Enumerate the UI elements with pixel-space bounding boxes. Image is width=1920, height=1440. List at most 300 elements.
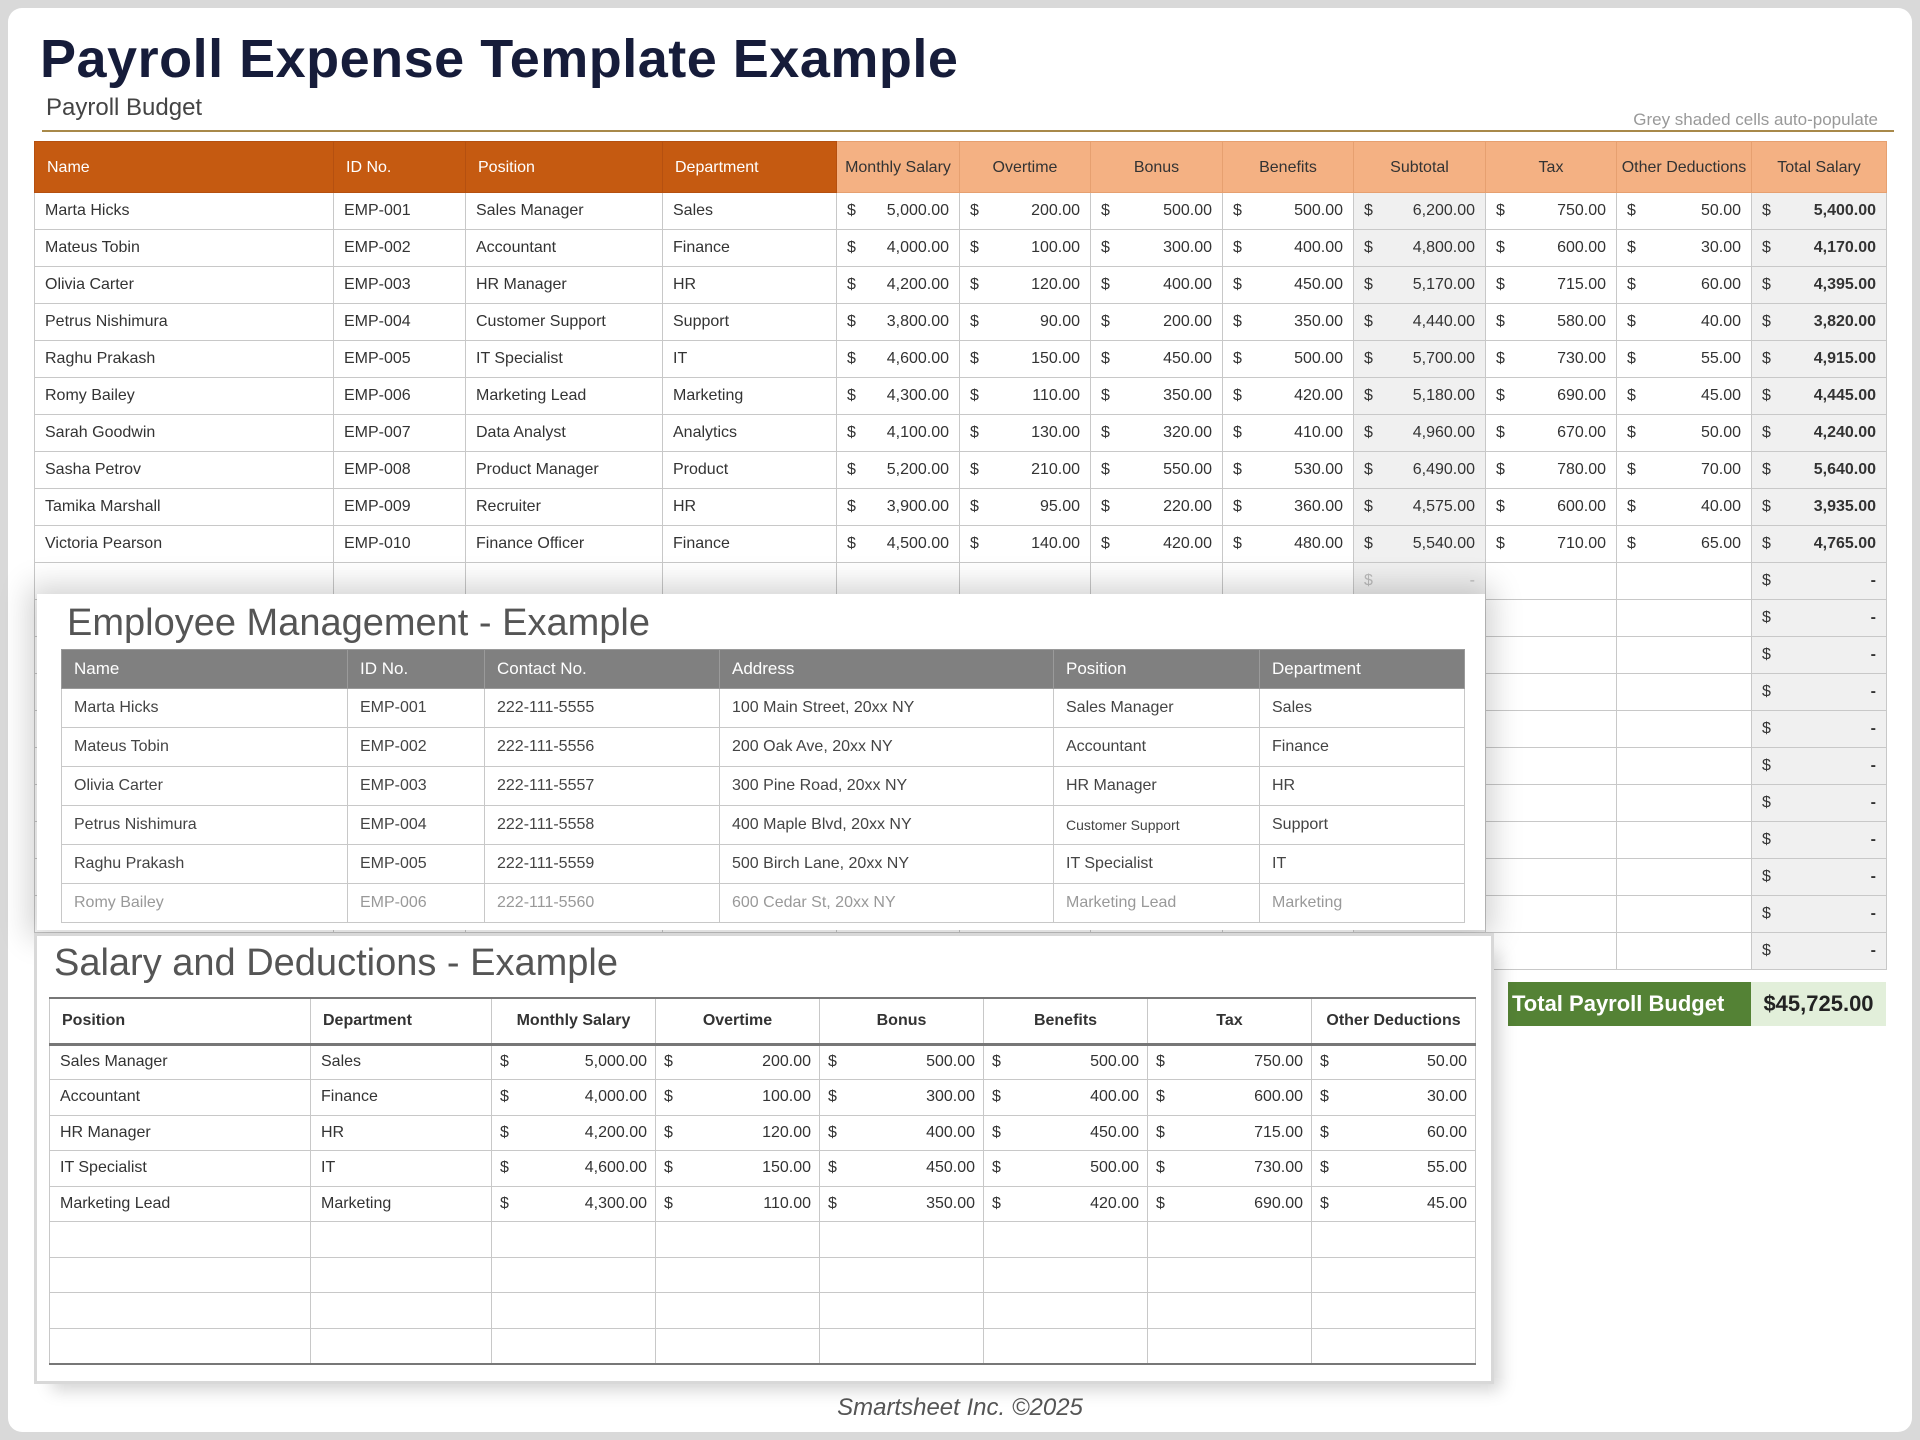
table-cell[interactable] (1752, 600, 1887, 637)
table-cell[interactable] (1617, 933, 1752, 970)
column-header[interactable]: Overtime (656, 998, 820, 1044)
table-cell[interactable]: EMP-004 (334, 304, 466, 341)
currency-symbol: $ (1496, 387, 1505, 404)
table-cell[interactable] (1148, 1328, 1312, 1364)
table-cell[interactable]: IT (663, 341, 837, 378)
table-cell[interactable]: Finance Officer (466, 526, 663, 563)
table-cell[interactable] (960, 452, 1091, 489)
table-cell[interactable]: Customer Support (1054, 806, 1260, 845)
table-cell[interactable] (1752, 526, 1887, 563)
table-cell[interactable]: Petrus Nishimura (35, 304, 334, 341)
table-cell[interactable]: HR (663, 267, 837, 304)
table-cell[interactable] (1091, 267, 1223, 304)
table-cell[interactable] (1091, 341, 1223, 378)
table-cell[interactable] (1617, 674, 1752, 711)
table-cell[interactable]: Customer Support (466, 304, 663, 341)
table-cell[interactable] (837, 230, 960, 267)
table-cell[interactable]: 300 Pine Road, 20xx NY (720, 767, 1054, 806)
table-cell[interactable]: Tamika Marshall (35, 489, 334, 526)
table-cell[interactable]: EMP-001 (334, 193, 466, 230)
table-cell[interactable]: EMP-008 (334, 452, 466, 489)
table-cell[interactable]: 500 Birch Lane, 20xx NY (720, 845, 1054, 884)
table-cell[interactable] (1312, 1293, 1476, 1329)
table-cell[interactable] (1486, 748, 1617, 785)
table-cell[interactable]: Analytics (663, 415, 837, 452)
table-cell[interactable] (837, 378, 960, 415)
table-cell[interactable] (50, 1257, 311, 1293)
table-cell[interactable]: Product (663, 452, 837, 489)
table-cell[interactable] (960, 304, 1091, 341)
table-cell[interactable] (820, 1044, 984, 1080)
table-cell[interactable]: EMP-001 (348, 689, 485, 728)
table-cell[interactable] (1486, 859, 1617, 896)
table-cell[interactable] (1486, 526, 1617, 563)
table-cell[interactable]: Recruiter (466, 489, 663, 526)
table-cell[interactable] (960, 267, 1091, 304)
column-header[interactable]: Subtotal (1354, 142, 1486, 193)
table-cell[interactable] (1617, 748, 1752, 785)
table-cell[interactable] (1486, 933, 1617, 970)
table-cell[interactable]: EMP-003 (348, 767, 485, 806)
table-cell[interactable] (1617, 563, 1752, 600)
table-cell[interactable]: Marketing Lead (466, 378, 663, 415)
table-cell[interactable] (960, 341, 1091, 378)
table-cell[interactable] (960, 526, 1091, 563)
table-cell[interactable] (1223, 452, 1354, 489)
table-cell[interactable]: HR Manager (466, 267, 663, 304)
table-cell[interactable] (1752, 452, 1887, 489)
table-cell[interactable] (960, 489, 1091, 526)
table-cell[interactable] (1752, 674, 1887, 711)
table-cell[interactable] (492, 1257, 656, 1293)
money-value (1496, 350, 1606, 368)
table-cell[interactable]: Olivia Carter (62, 767, 348, 806)
table-cell[interactable] (984, 1044, 1148, 1080)
table-cell[interactable] (1617, 378, 1752, 415)
table-cell[interactable]: 222-111-5556 (485, 728, 720, 767)
table-cell[interactable] (311, 1222, 492, 1258)
table-cell[interactable]: Finance (311, 1080, 492, 1116)
table-cell[interactable]: Petrus Nishimura (62, 806, 348, 845)
table-cell[interactable]: Support (663, 304, 837, 341)
table-cell[interactable] (492, 1044, 656, 1080)
table-cell[interactable] (1223, 489, 1354, 526)
table-cell[interactable] (1752, 748, 1887, 785)
table-cell[interactable] (1486, 674, 1617, 711)
table-cell[interactable] (1617, 415, 1752, 452)
table-cell[interactable] (656, 1257, 820, 1293)
table-cell[interactable]: IT Specialist (50, 1151, 311, 1187)
table-cell[interactable] (1752, 415, 1887, 452)
table-cell[interactable] (1091, 193, 1223, 230)
table-cell[interactable]: Finance (1260, 728, 1465, 767)
table-cell[interactable] (1752, 563, 1887, 600)
table-cell[interactable]: 222-111-5558 (485, 806, 720, 845)
table-cell[interactable] (984, 1293, 1148, 1329)
table-cell[interactable]: HR (311, 1115, 492, 1151)
column-header[interactable]: Monthly Salary (492, 998, 656, 1044)
table-cell[interactable] (984, 1115, 1148, 1151)
table-cell[interactable]: EMP-005 (348, 845, 485, 884)
table-cell[interactable]: EMP-003 (334, 267, 466, 304)
table-cell[interactable]: EMP-005 (334, 341, 466, 378)
table-cell[interactable]: IT Specialist (1054, 845, 1260, 884)
table-cell[interactable] (656, 1222, 820, 1258)
table-cell[interactable] (837, 452, 960, 489)
table-cell[interactable] (311, 1293, 492, 1329)
table-cell[interactable]: Marta Hicks (62, 689, 348, 728)
table-cell[interactable] (1312, 1257, 1476, 1293)
table-cell[interactable]: EMP-006 (348, 884, 485, 923)
table-cell[interactable] (1223, 415, 1354, 452)
table-cell[interactable] (492, 1115, 656, 1151)
table-cell[interactable] (1223, 193, 1354, 230)
table-cell[interactable] (837, 526, 960, 563)
table-cell[interactable] (656, 1328, 820, 1364)
table-cell[interactable] (960, 378, 1091, 415)
table-cell[interactable] (1617, 785, 1752, 822)
column-header[interactable]: Position (50, 998, 311, 1044)
table-cell[interactable]: Marketing (663, 378, 837, 415)
table-cell[interactable] (656, 1293, 820, 1329)
table-cell[interactable] (1091, 526, 1223, 563)
table-cell[interactable]: Accountant (1054, 728, 1260, 767)
table-cell[interactable] (837, 193, 960, 230)
table-cell[interactable] (1486, 378, 1617, 415)
money-value (1364, 350, 1475, 368)
column-header[interactable]: Other Deductions (1617, 142, 1752, 193)
table-cell[interactable] (1312, 1080, 1476, 1116)
table-cell[interactable]: Sales (1260, 689, 1465, 728)
table-cell[interactable] (1091, 378, 1223, 415)
table-cell[interactable] (1617, 896, 1752, 933)
table-cell[interactable] (1486, 785, 1617, 822)
table-cell[interactable] (656, 1044, 820, 1080)
table-cell[interactable] (1617, 637, 1752, 674)
table-cell[interactable] (1752, 711, 1887, 748)
table-cell[interactable] (1617, 711, 1752, 748)
table-cell[interactable] (1354, 304, 1486, 341)
table-cell[interactable]: 400 Maple Blvd, 20xx NY (720, 806, 1054, 845)
table-cell[interactable]: Product Manager (466, 452, 663, 489)
table-cell[interactable]: Sales Manager (466, 193, 663, 230)
column-header[interactable]: ID No. (334, 142, 466, 193)
table-cell[interactable] (1486, 822, 1617, 859)
table-cell[interactable] (1486, 711, 1617, 748)
table-cell[interactable] (1486, 489, 1617, 526)
table-cell[interactable] (492, 1293, 656, 1329)
table-cell[interactable] (1486, 896, 1617, 933)
table-cell[interactable] (1752, 378, 1887, 415)
table-cell[interactable] (1223, 341, 1354, 378)
table-cell[interactable]: Sales Manager (1054, 689, 1260, 728)
table-cell[interactable] (1148, 1222, 1312, 1258)
amount: 500.00 (926, 1053, 975, 1071)
table-cell[interactable] (1486, 267, 1617, 304)
table-cell[interactable] (960, 230, 1091, 267)
column-header[interactable]: Name (35, 142, 334, 193)
table-cell[interactable] (492, 1222, 656, 1258)
table-cell[interactable] (656, 1151, 820, 1187)
table-cell[interactable] (1617, 341, 1752, 378)
column-header[interactable]: Benefits (1223, 142, 1354, 193)
table-cell[interactable] (492, 1186, 656, 1222)
table-cell[interactable] (820, 1293, 984, 1329)
table-cell[interactable] (1091, 452, 1223, 489)
currency-symbol: $ (1627, 535, 1636, 552)
column-header[interactable]: Total Salary (1752, 142, 1887, 193)
table-cell[interactable] (1091, 304, 1223, 341)
table-cell[interactable] (1617, 193, 1752, 230)
table-cell[interactable] (1354, 267, 1486, 304)
table-cell[interactable]: Sales (663, 193, 837, 230)
table-cell[interactable] (311, 1257, 492, 1293)
table-cell[interactable] (1752, 304, 1887, 341)
column-header[interactable]: Department (1260, 650, 1465, 689)
money-value (1627, 276, 1741, 294)
table-cell[interactable]: Finance (663, 230, 837, 267)
table-cell[interactable]: HR Manager (1054, 767, 1260, 806)
table-cell[interactable] (820, 1328, 984, 1364)
table-cell[interactable]: 600 Cedar St, 20xx NY (720, 884, 1054, 923)
table-cell[interactable] (1223, 267, 1354, 304)
table-cell[interactable] (1354, 489, 1486, 526)
money-value (1320, 1124, 1467, 1142)
currency-symbol: $ (1233, 202, 1242, 219)
table-cell[interactable] (984, 1080, 1148, 1116)
table-cell[interactable]: Sarah Goodwin (35, 415, 334, 452)
table-cell[interactable] (1148, 1115, 1312, 1151)
table-cell[interactable] (492, 1151, 656, 1187)
table-cell[interactable]: Victoria Pearson (35, 526, 334, 563)
table-cell[interactable] (984, 1151, 1148, 1187)
table-cell[interactable] (1617, 822, 1752, 859)
table-cell[interactable]: HR Manager (50, 1115, 311, 1151)
table-cell[interactable] (1752, 896, 1887, 933)
table-cell[interactable] (50, 1293, 311, 1329)
table-cell[interactable] (1312, 1328, 1476, 1364)
table-cell[interactable] (1148, 1257, 1312, 1293)
table-cell[interactable] (1354, 452, 1486, 489)
table-cell[interactable] (820, 1151, 984, 1187)
table-cell[interactable] (1617, 526, 1752, 563)
table-cell[interactable] (1354, 378, 1486, 415)
column-header[interactable]: Benefits (984, 998, 1148, 1044)
column-header[interactable]: Department (311, 998, 492, 1044)
table-cell[interactable] (656, 1080, 820, 1116)
table-cell[interactable] (492, 1080, 656, 1116)
table-cell[interactable] (1752, 859, 1887, 896)
table-cell[interactable] (1486, 304, 1617, 341)
money-value (1233, 239, 1343, 257)
table-cell[interactable]: Marta Hicks (35, 193, 334, 230)
table-cell[interactable] (1223, 230, 1354, 267)
table-cell[interactable] (1752, 267, 1887, 304)
column-header[interactable]: Monthly Salary (837, 142, 960, 193)
column-header[interactable]: Other Deductions (1312, 998, 1476, 1044)
table-cell[interactable] (1617, 600, 1752, 637)
table-cell[interactable]: EMP-002 (348, 728, 485, 767)
table-cell[interactable] (1148, 1151, 1312, 1187)
table-cell[interactable] (1091, 230, 1223, 267)
table-cell[interactable]: Marketing Lead (50, 1186, 311, 1222)
table-cell[interactable] (1752, 822, 1887, 859)
table-cell[interactable]: IT (1260, 845, 1465, 884)
table-cell[interactable] (1312, 1115, 1476, 1151)
table-cell[interactable] (837, 415, 960, 452)
table-cell[interactable] (50, 1328, 311, 1364)
table-cell[interactable]: IT Specialist (466, 341, 663, 378)
table-cell[interactable] (1312, 1151, 1476, 1187)
table-cell[interactable] (984, 1222, 1148, 1258)
table-cell[interactable] (837, 341, 960, 378)
column-header[interactable]: ID No. (348, 650, 485, 689)
table-cell[interactable] (1486, 600, 1617, 637)
table-cell[interactable] (1752, 193, 1887, 230)
table-cell[interactable] (1752, 341, 1887, 378)
currency-symbol: $ (847, 276, 856, 293)
table-cell[interactable]: Romy Bailey (35, 378, 334, 415)
column-header[interactable]: Address (720, 650, 1054, 689)
table-cell[interactable]: EMP-010 (334, 526, 466, 563)
table-cell[interactable]: EMP-006 (334, 378, 466, 415)
currency-symbol: $ (992, 1194, 1001, 1212)
table-cell[interactable] (1091, 415, 1223, 452)
table-cell[interactable] (1223, 378, 1354, 415)
table-cell[interactable]: 222-111-5557 (485, 767, 720, 806)
table-cell[interactable] (1148, 1044, 1312, 1080)
table-cell[interactable]: Raghu Prakash (62, 845, 348, 884)
table-cell[interactable] (1486, 637, 1617, 674)
column-header[interactable]: Name (62, 650, 348, 689)
table-cell[interactable]: Marketing (1260, 884, 1465, 923)
table-cell[interactable]: 222-111-5555 (485, 689, 720, 728)
table-cell[interactable] (1223, 526, 1354, 563)
table-cell[interactable]: HR (1260, 767, 1465, 806)
table-cell[interactable] (1752, 933, 1887, 970)
table-cell[interactable] (1486, 230, 1617, 267)
table-cell[interactable] (960, 193, 1091, 230)
column-header[interactable]: Position (1054, 650, 1260, 689)
table-cell[interactable] (984, 1186, 1148, 1222)
column-header[interactable]: Tax (1148, 998, 1312, 1044)
table-cell[interactable] (1752, 230, 1887, 267)
table-cell[interactable] (1354, 341, 1486, 378)
table-cell[interactable]: Accountant (466, 230, 663, 267)
table-cell[interactable] (1486, 452, 1617, 489)
table-cell[interactable] (820, 1257, 984, 1293)
table-cell[interactable]: Data Analyst (466, 415, 663, 452)
table-cell[interactable]: IT (311, 1151, 492, 1187)
table-cell[interactable]: Romy Bailey (62, 884, 348, 923)
table-cell[interactable]: Finance (663, 526, 837, 563)
table-cell[interactable] (820, 1115, 984, 1151)
table-cell[interactable] (1091, 489, 1223, 526)
column-header[interactable]: Contact No. (485, 650, 720, 689)
table-cell[interactable] (837, 267, 960, 304)
table-cell[interactable]: Olivia Carter (35, 267, 334, 304)
table-cell[interactable] (1354, 526, 1486, 563)
table-cell[interactable] (1486, 341, 1617, 378)
table-cell[interactable] (984, 1328, 1148, 1364)
table-cell[interactable]: Marketing (311, 1186, 492, 1222)
currency-symbol: $ (847, 202, 856, 219)
column-header[interactable]: Overtime (960, 142, 1091, 193)
table-cell[interactable]: EMP-009 (334, 489, 466, 526)
table-cell[interactable]: EMP-002 (334, 230, 466, 267)
table-cell[interactable] (984, 1257, 1148, 1293)
column-header[interactable]: Position (466, 142, 663, 193)
table-cell[interactable]: Mateus Tobin (62, 728, 348, 767)
table-cell[interactable]: Mateus Tobin (35, 230, 334, 267)
table-cell[interactable] (1752, 489, 1887, 526)
currency-symbol: $ (970, 239, 979, 256)
table-cell[interactable] (820, 1186, 984, 1222)
table-cell[interactable] (1486, 563, 1617, 600)
table-cell[interactable]: 200 Oak Ave, 20xx NY (720, 728, 1054, 767)
table-cell[interactable] (1617, 230, 1752, 267)
table-cell[interactable]: Raghu Prakash (35, 341, 334, 378)
table-cell[interactable]: Marketing Lead (1054, 884, 1260, 923)
table-cell[interactable] (1486, 193, 1617, 230)
table-cell[interactable]: 100 Main Street, 20xx NY (720, 689, 1054, 728)
table-cell[interactable] (1752, 785, 1887, 822)
table-cell[interactable]: HR (663, 489, 837, 526)
table-cell[interactable]: 222-111-5560 (485, 884, 720, 923)
table-cell[interactable] (1148, 1080, 1312, 1116)
table-cell[interactable]: EMP-007 (334, 415, 466, 452)
table-cell[interactable] (492, 1328, 656, 1364)
table-cell[interactable] (1617, 489, 1752, 526)
table-cell[interactable] (1312, 1044, 1476, 1080)
table-cell[interactable] (837, 489, 960, 526)
table-cell[interactable]: 222-111-5559 (485, 845, 720, 884)
table-cell[interactable] (50, 1222, 311, 1258)
table-cell[interactable]: Support (1260, 806, 1465, 845)
table-cell[interactable] (1486, 415, 1617, 452)
table-cell[interactable]: EMP-004 (348, 806, 485, 845)
table-cell[interactable] (1617, 859, 1752, 896)
table-cell[interactable] (1617, 267, 1752, 304)
table-cell[interactable] (1617, 304, 1752, 341)
column-header[interactable]: Bonus (1091, 142, 1223, 193)
column-header[interactable]: Tax (1486, 142, 1617, 193)
table-cell[interactable] (1312, 1186, 1476, 1222)
table-cell[interactable] (1148, 1186, 1312, 1222)
table-cell[interactable] (1354, 193, 1486, 230)
table-cell[interactable] (960, 415, 1091, 452)
table-cell[interactable] (820, 1080, 984, 1116)
table-cell[interactable] (1312, 1222, 1476, 1258)
column-header[interactable]: Bonus (820, 998, 984, 1044)
table-cell[interactable] (1617, 452, 1752, 489)
table-cell[interactable]: Sales Manager (50, 1044, 311, 1080)
table-cell[interactable] (1223, 304, 1354, 341)
table-cell[interactable] (656, 1115, 820, 1151)
table-cell[interactable]: Sales (311, 1044, 492, 1080)
table-cell[interactable] (820, 1222, 984, 1258)
table-cell[interactable]: Accountant (50, 1080, 311, 1116)
table-cell[interactable] (1354, 415, 1486, 452)
table-cell[interactable] (656, 1186, 820, 1222)
column-header[interactable]: Department (663, 142, 837, 193)
table-cell[interactable] (1354, 230, 1486, 267)
table-cell[interactable] (1148, 1293, 1312, 1329)
table-cell[interactable]: Sasha Petrov (35, 452, 334, 489)
table-cell[interactable] (1752, 637, 1887, 674)
table-cell[interactable] (311, 1328, 492, 1364)
table-cell[interactable] (837, 304, 960, 341)
